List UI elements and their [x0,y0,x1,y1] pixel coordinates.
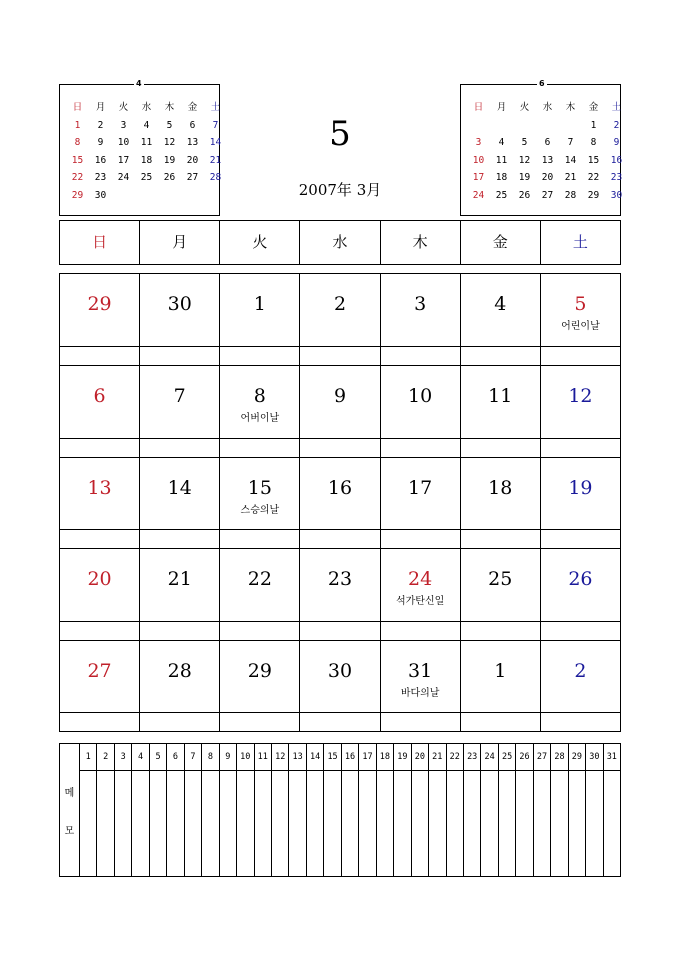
mini-weekday-header: 月 [496,102,507,113]
day-note-strip [541,621,620,640]
mini-weekday-header: 木 [164,102,175,113]
day-note-strip [381,621,460,640]
weekday-wed: 水 [299,221,379,264]
memo-label-char-2: 모 [64,825,75,837]
mini-weekday-header: 水 [542,102,553,113]
day-number: 27 [87,659,112,682]
memo-day-number: 10 [237,744,253,771]
memo-day-number: 2 [97,744,113,771]
memo-day-column [498,744,515,876]
mini-day: 24 [117,172,130,183]
memo-day-number: 4 [132,744,148,771]
mini-day: 24 [472,189,485,201]
memo-day-column [131,744,148,876]
day-number: 16 [327,476,353,499]
mini-day: 20 [541,172,554,183]
calendar-day-cell [299,274,379,365]
memo-day-number: 6 [167,744,183,771]
mini-day: 10 [472,154,485,166]
mini-calendar-next-grid [467,99,623,204]
mini-day: 4 [143,119,150,131]
day-note-strip [300,712,379,731]
calendar-day-cell [540,366,620,456]
calendar-day-cell [299,366,379,456]
mini-day: 9 [613,137,620,148]
holiday-label: 어버이날 [240,413,280,425]
day-number: 30 [327,659,353,682]
memo-day-column [585,744,602,876]
day-number: 6 [93,385,106,408]
mini-day: 26 [518,189,531,201]
day-number: 2 [574,659,587,682]
mini-day: 15 [587,154,600,166]
calendar-day-cell [380,366,460,456]
mini-calendar-prev [59,79,222,216]
day-number: 17 [408,476,433,499]
memo-day-column [568,744,585,876]
memo-day-column [201,744,218,876]
calendar-day-cell [380,549,460,639]
mini-day: 22 [587,172,600,183]
weekday-sun: 日 [92,233,108,251]
mini-day: 11 [495,154,508,166]
day-number: 26 [568,568,593,591]
calendar-day-cell [380,274,460,365]
mini-day: 2 [613,119,620,131]
day-note-strip [381,712,460,731]
day-number: 4 [494,293,507,315]
calendar-day-cell [540,458,620,548]
calendar-day-cell [460,274,540,365]
mini-day: 1 [74,119,81,131]
memo-day-number: 12 [272,744,288,771]
mini-day: 12 [518,154,531,166]
mini-day: 21 [209,154,222,166]
mini-day: 8 [590,137,597,148]
mini-day: 7 [567,137,574,148]
mini-day: 8 [74,137,81,148]
mini-day: 17 [117,154,130,166]
mini-day: 29 [71,189,84,201]
mini-day: 4 [498,137,505,148]
calendar-day-cell [460,549,540,639]
calendar-day-cell [540,274,620,365]
memo-day-number: 23 [464,744,480,771]
day-note-strip [60,621,139,640]
memo-day-columns [80,744,620,876]
mini-day [490,117,513,135]
day-number: 8 [253,385,266,408]
day-number: 7 [173,385,186,408]
memo-day-number: 25 [499,744,515,771]
mini-day: 10 [117,137,130,148]
memo-day-column [428,744,445,876]
mini-weekday-header: 火 [519,102,530,113]
calendar-day-cell [219,458,299,548]
memo-day-column [393,744,410,876]
memo-day-number: 24 [481,744,497,771]
memo-label-char-1: 메 [64,787,75,799]
mini-weekday-header: 金 [187,102,198,113]
day-note-strip [60,712,139,731]
mini-day: 17 [472,172,485,183]
mini-day: 23 [610,172,623,183]
day-note-strip [381,346,460,365]
memo-day-column [254,744,271,876]
calendar-day-cell [299,549,379,639]
memo-day-number: 9 [220,744,236,771]
day-number: 5 [574,293,587,315]
mini-day: 5 [166,119,173,131]
mini-day [536,117,559,135]
memo-day-column [288,744,305,876]
memo-day-column [166,744,183,876]
day-note-strip [541,438,620,457]
day-note-strip [60,529,139,548]
day-number: 23 [327,568,353,591]
weekday-header-row [59,220,621,265]
memo-day-number: 5 [150,744,166,771]
memo-day-number: 31 [604,744,620,771]
calendar-day-cell [460,366,540,456]
mini-day: 14 [209,137,222,148]
memo-day-column [515,744,532,876]
mini-calendar-next [460,79,623,216]
calendar-day-cell [540,549,620,639]
day-note-strip [300,346,379,365]
day-note-strip [381,529,460,548]
day-note-strip [461,438,540,457]
mini-day: 18 [495,172,508,183]
memo-day-column [236,744,253,876]
calendar-day-cell [139,274,219,365]
day-number: 20 [87,568,112,591]
memo-day-column [323,744,340,876]
day-note-strip [140,621,219,640]
mini-day [181,187,204,205]
mini-calendar-prev-grid [66,99,222,204]
memo-day-column [149,744,166,876]
mini-weekday-header: 金 [588,102,599,113]
day-note-strip [300,529,379,548]
day-number: 25 [488,568,513,591]
memo-day-number: 18 [377,744,393,771]
calendar-week-row [60,457,620,548]
memo-day-column [376,744,393,876]
memo-day-number: 17 [359,744,375,771]
mini-day: 26 [163,172,176,183]
day-note-strip [60,438,139,457]
day-note-strip [140,438,219,457]
holiday-label: 스승의날 [240,504,280,516]
mini-day [513,117,536,135]
day-note-strip [461,712,540,731]
calendar-day-cell [60,366,139,456]
memo-day-column [219,744,236,876]
mini-day [559,117,582,135]
mini-day: 1 [590,119,597,131]
memo-day-number: 29 [569,744,585,771]
weekday-fri: 金 [460,221,540,264]
day-number: 12 [568,385,593,408]
day-number: 24 [408,568,433,591]
day-number: 13 [87,476,112,499]
memo-day-column [603,744,620,876]
mini-weekday-header: 日 [473,102,484,113]
weekday-mon: 月 [139,221,219,264]
day-number: 31 [408,659,433,682]
mini-day: 22 [71,172,84,183]
day-number: 28 [167,659,192,682]
memo-day-number: 27 [534,744,550,771]
mini-day [158,187,181,205]
weekday-sat: 土 [540,221,620,264]
mini-day: 21 [564,172,577,183]
mini-day: 3 [120,119,127,131]
calendar-day-cell [299,641,379,731]
mini-day: 13 [186,137,199,148]
memo-day-column [306,744,323,876]
mini-day [467,117,490,135]
mini-weekday-header: 土 [210,102,221,113]
memo-day-column [463,744,480,876]
calendar-week-row [60,640,620,731]
weekday-thu: 木 [380,221,460,264]
memo-day-number: 8 [202,744,218,771]
mini-day: 3 [475,137,482,148]
mini-day: 20 [186,154,199,166]
mini-day: 12 [163,137,176,148]
holiday-label: 어린이날 [561,321,600,332]
mini-day: 27 [541,189,554,201]
mini-day: 27 [186,172,199,183]
day-number: 15 [247,476,272,499]
memo-day-number: 13 [289,744,305,771]
calendar-day-cell [60,549,139,639]
day-note-strip [461,346,540,365]
day-note-strip [220,346,299,365]
day-note-strip [461,529,540,548]
calendar-day-cell [139,458,219,548]
weekday-tue: 火 [219,221,299,264]
memo-day-column [96,744,113,876]
calendar-day-cell [380,458,460,548]
memo-day-number: 3 [115,744,131,771]
holiday-label: 석가탄신일 [395,596,445,608]
memo-label [60,744,80,876]
mini-day: 18 [140,154,153,166]
day-note-strip [220,438,299,457]
mini-day: 16 [94,154,107,166]
mini-day: 14 [564,154,577,166]
mini-weekday-header: 水 [141,102,152,113]
day-number: 29 [87,293,112,315]
memo-day-column [358,744,375,876]
calendar-day-cell [219,549,299,639]
calendar-day-cell [219,641,299,731]
mini-day: 15 [71,154,84,166]
day-number: 11 [488,385,513,408]
day-note-strip [541,529,620,548]
memo-day-number: 1 [80,744,96,771]
day-number: 3 [414,293,427,315]
day-note-strip [140,712,219,731]
calendar-subtitle: 2007年 3月 [298,181,382,199]
day-number: 29 [247,659,272,682]
memo-day-number: 21 [429,744,445,771]
day-number: 18 [488,476,513,499]
day-note-strip [220,529,299,548]
calendar-week-row [60,365,620,456]
day-note-strip [140,346,219,365]
calendar-day-cell [60,641,139,731]
day-number: 19 [568,476,593,499]
mini-day: 7 [212,119,219,131]
mini-day: 13 [541,154,554,166]
memo-day-column [480,744,497,876]
memo-day-number: 19 [394,744,410,771]
day-number: 1 [494,659,507,682]
memo-day-number: 11 [255,744,271,771]
calendar-day-cell [460,458,540,548]
mini-day: 5 [521,137,528,148]
mini-day: 28 [209,172,222,183]
calendar-day-cell [139,549,219,639]
mini-day: 30 [94,189,107,201]
mini-day: 30 [610,189,623,201]
memo-day-number: 26 [516,744,532,771]
mini-day: 25 [495,189,508,201]
memo-day-number: 22 [447,744,463,771]
memo-day-number: 20 [412,744,428,771]
day-number: 21 [167,568,192,591]
day-note-strip [140,529,219,548]
calendar-week-row [60,548,620,639]
memo-day-number: 30 [586,744,602,771]
mini-day [112,187,135,205]
memo-day-column [411,744,428,876]
memo-day-number: 16 [342,744,358,771]
memo-day-number: 15 [324,744,340,771]
mini-calendar-prev-label: 4 [136,79,142,88]
mini-day: 19 [518,172,531,183]
day-number: 22 [247,568,272,591]
day-number: 9 [333,385,347,408]
day-number: 30 [167,293,192,315]
day-note-strip [300,438,379,457]
day-note-strip [541,346,620,365]
calendar-week-row [60,274,620,365]
mini-weekday-header: 月 [95,102,106,113]
calendar-day-cell [460,641,540,731]
day-number: 14 [167,476,192,499]
day-number: 1 [253,293,266,315]
mini-calendar-next-label: 6 [539,79,545,88]
memo-day-number: 28 [551,744,567,771]
calendar-day-cell [219,366,299,456]
calendar-day-cell [139,641,219,731]
calendar-day-cell [60,274,139,365]
mini-weekday-header: 土 [611,102,622,113]
day-note-strip [220,621,299,640]
memo-day-column [271,744,288,876]
memo-day-column [533,744,550,876]
mini-day: 16 [610,154,623,166]
memo-day-column [114,744,131,876]
memo-day-number: 14 [307,744,323,771]
memo-day-column [550,744,567,876]
mini-day: 11 [140,137,153,148]
calendar-day-cell [139,366,219,456]
month-calendar-grid [59,273,621,732]
mini-day [135,187,158,205]
mini-day: 28 [564,189,577,201]
memo-day-number: 7 [185,744,201,771]
mini-day: 6 [189,119,196,131]
day-note-strip [381,438,460,457]
day-note-strip [461,621,540,640]
mini-weekday-header: 日 [72,102,83,113]
memo-day-column [446,744,463,876]
calendar-day-cell [60,458,139,548]
memo-day-column [80,744,96,876]
mini-day: 29 [587,189,600,201]
mini-weekday-header: 火 [118,102,129,113]
day-note-strip [300,621,379,640]
holiday-label: 바다의날 [400,687,440,699]
calendar-day-cell [540,641,620,731]
mini-day: 2 [97,119,104,131]
memo-day-column [184,744,201,876]
mini-day [204,187,227,205]
memo-table [59,743,621,877]
mini-weekday-header: 木 [565,102,576,113]
calendar-day-cell [299,458,379,548]
mini-day: 9 [97,137,104,148]
memo-day-column [341,744,358,876]
day-note-strip [60,346,139,365]
month-number: 5 [329,114,351,154]
day-note-strip [220,712,299,731]
calendar-day-cell [219,274,299,365]
calendar-day-cell [380,641,460,731]
day-number: 10 [408,385,433,408]
mini-day: 25 [140,172,153,183]
day-note-strip [541,712,620,731]
mini-day: 23 [94,172,107,183]
mini-day: 6 [544,137,551,148]
mini-day: 19 [163,154,176,166]
day-number: 2 [333,293,347,315]
